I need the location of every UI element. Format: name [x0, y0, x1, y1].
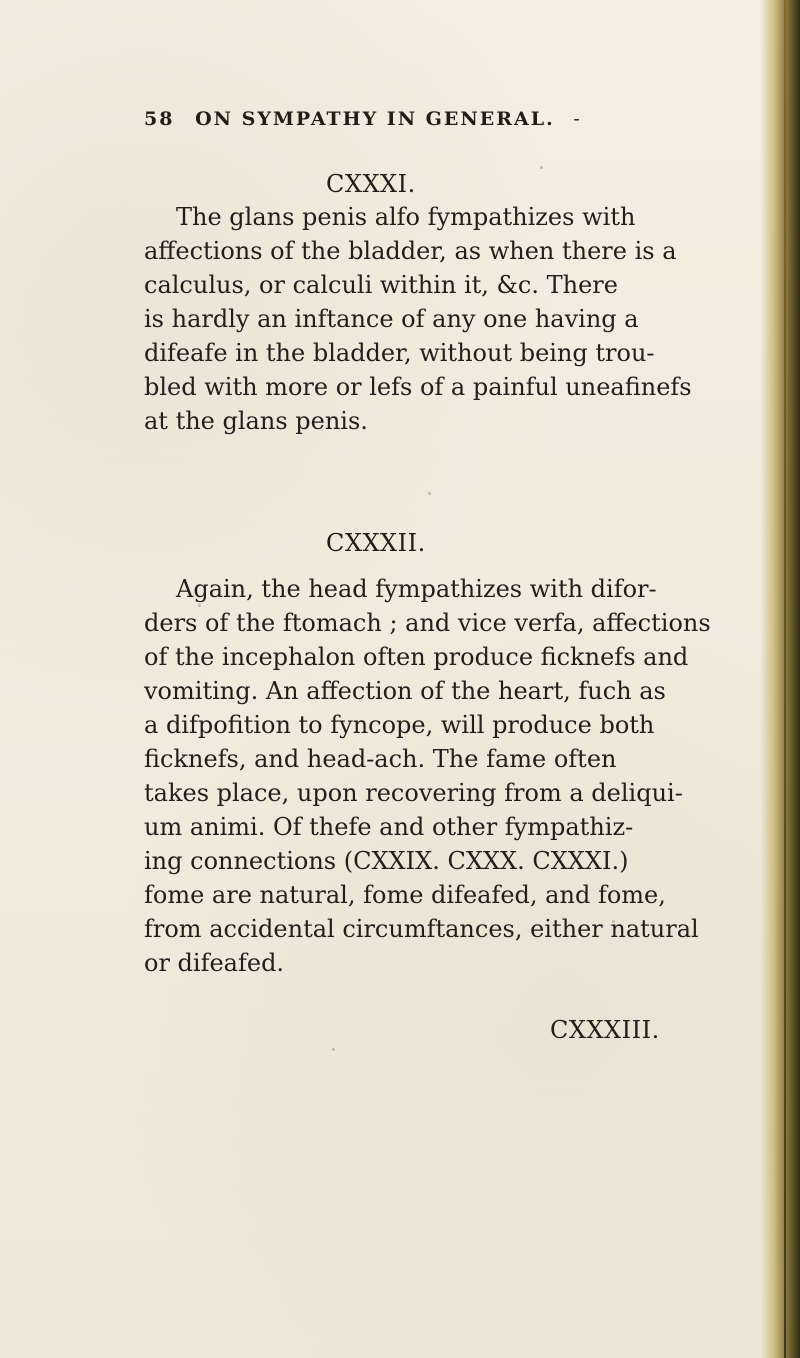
book-spine-edge: [784, 0, 786, 1358]
section-line: of the incephalon often produce ficknefs and: [144, 643, 689, 671]
section-line: takes place, upon recovering from a deliqui-: [144, 779, 683, 807]
section-line: um animi. Of thefe and other fympathiz-: [144, 813, 634, 841]
section-line: ing connections (CXXIX. CXXX. CXXXI.): [144, 847, 629, 875]
running-title: ON SYMPATHY IN GENERAL.: [195, 108, 555, 130]
page-number: 58: [144, 108, 175, 130]
section-body-cxxxi: [144, 200, 692, 438]
section-line: a difpofition to fyncope, will produce both: [144, 711, 655, 739]
section-line: Again, the head fympathizes with difor-: [176, 575, 657, 603]
section-line: vomiting. An affection of the heart, fuch as: [144, 677, 666, 705]
section-line: affections of the bladder, as when there is a: [144, 237, 677, 265]
page-header: [144, 108, 684, 148]
section-heading-cxxxii: CXXXII.: [326, 529, 426, 557]
section-heading-cxxxi: CXXXI.: [326, 170, 416, 198]
section-line: fome are natural, fome difeafed, and fome,: [144, 881, 666, 909]
paper-speck: [332, 1048, 335, 1051]
section-line: is hardly an inftance of any one having a: [144, 305, 639, 333]
section-line: or difeafed.: [144, 949, 285, 977]
section-line: at the glans penis.: [144, 407, 368, 435]
paper-speck: [540, 166, 543, 169]
header-dash: -: [573, 108, 582, 130]
section-line: from accidental circumftances, either natural: [144, 915, 699, 943]
section-line: difeafe in the bladder, without being trou-: [144, 339, 655, 367]
section-line: bled with more or lefs of a painful uneafinefs: [144, 373, 692, 401]
book-spine-shadow: [760, 0, 800, 1358]
section-line: The glans penis alfo fympathizes with: [176, 203, 636, 231]
section-heading-cxxxiii: CXXXIII.: [550, 1016, 660, 1044]
section-line: ders of the ftomach ; and vice verfa, affections: [144, 609, 711, 637]
section-line: ficknefs, and head-ach. The fame often: [144, 745, 617, 773]
section-line: calculus, or calculi within it, &c. There: [144, 271, 618, 299]
section-body-cxxxii: [144, 572, 711, 980]
paper-speck: [428, 492, 431, 495]
